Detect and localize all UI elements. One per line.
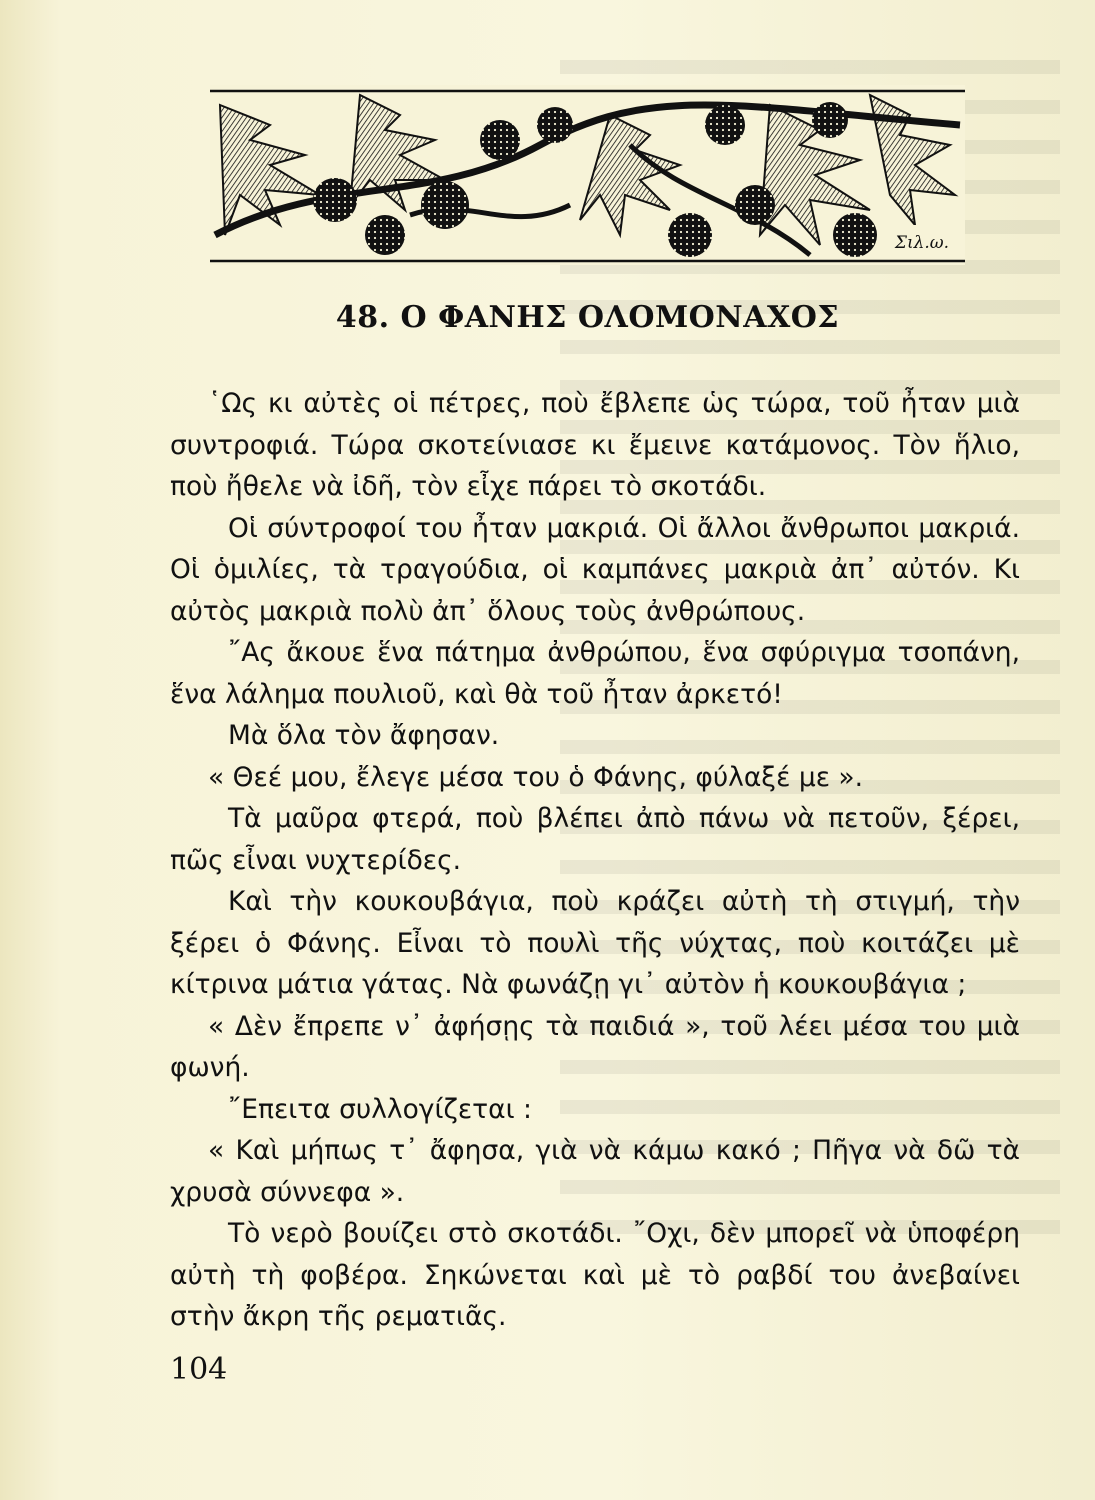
paragraph: Τὰ μαῦρα φτερά, ποὺ βλέπει ἀπὸ πάνω νὰ πετοῦν, ξέρει, πῶς εἶναι νυχτερίδες. <box>170 803 1020 876</box>
paragraph: « Καὶ μήπως τ᾽ ἄφησα, γιὰ νὰ κάμω κακό ; Πῆγα νὰ δῶ τὰ χρυσὰ σύννεφα ». <box>170 1135 1020 1208</box>
paragraph: Μὰ ὅλα τὸν ἄφησαν. <box>228 720 500 751</box>
paragraph: « Θεέ μου, ἔλεγε μέσα του ὁ Φάνης, φύλαξέ με ». <box>208 761 864 793</box>
paragraph: Καὶ τὴν κουκουβάγια, ποὺ κράζει αὐτὴ τὴ στιγμή, τὴν ξέρει ὁ Φάνης. Εἶναι τὸ πουλὶ τῆς νύχτας, ποὺ κοιτάζει μὲ κίτρινα μάτια γάτας. Νὰ φωνάζῃ γι᾽ αὐτὸν ἡ κουκουβάγια ; <box>170 886 1020 1000</box>
chapter-title: 48. Ο ΦΑΝΗΣ ΟΛΟΜΟΝΑΧΟΣ <box>335 300 840 335</box>
paragraph: ῎Επειτα συλλογίζεται : <box>228 1093 532 1125</box>
paragraph: ῾Ως κι αὐτὲς οἱ πέτρες, ποὺ ἔβλεπε ὡς τώρα, τοῦ ἦταν μιὰ συντροφιά. Τώρα σκοτείνιασε κι ἔμεινε κατάμονος. Τὸν ἥλιο, ποὺ ἤθελε νὰ ἰδῆ, τὸν εἶχε πάρει τὸ σκοτάδι. <box>170 388 1020 502</box>
paragraph: Οἱ σύντροφοί του ἦταν μακριά. Οἱ ἄλλοι ἄνθρωποι μακριά. Οἱ ὁμιλίες, τὰ τραγούδια, οἱ καμπάνες μακριὰ ἀπ᾽ αὐτόν. Κι αὐτὸς μακριὰ πολὺ ἀπ᾽ ὅλους τοὺς ἀνθρώπους. <box>170 512 1020 627</box>
body-text <box>170 383 1020 1338</box>
page-number: 104 <box>170 1352 228 1387</box>
ornament-signature: Σιλ.ω. <box>894 233 950 253</box>
paragraph: « Δὲν ἔπρεπε ν᾽ ἀφήσῃς τὰ παιδιά », τοῦ λέει μέσα του μιὰ φωνή. <box>170 1010 1020 1083</box>
paragraph: Τὸ νερὸ βουίζει στὸ σκοτάδι. ῎Οχι, δὲν μπορεῖ νὰ ὑποφέρη αὐτὴ τὴ φοβέρα. Σηκώνεται καὶ μὲ τὸ ραβδί του ἀνεβαίνει στὴν ἄκρη τῆς ρεματιᾶς. <box>170 1218 1020 1332</box>
paragraph: ῎Ας ἄκουε ἕνα πάτημα ἀνθρώπου, ἕνα σφύριγμα τσοπάνη, ἕνα λάλημα πουλιοῦ, καὶ θὰ τοῦ ἦταν ἀρκετό! <box>170 637 1020 710</box>
chestnut-ornament-illustration <box>210 85 965 265</box>
